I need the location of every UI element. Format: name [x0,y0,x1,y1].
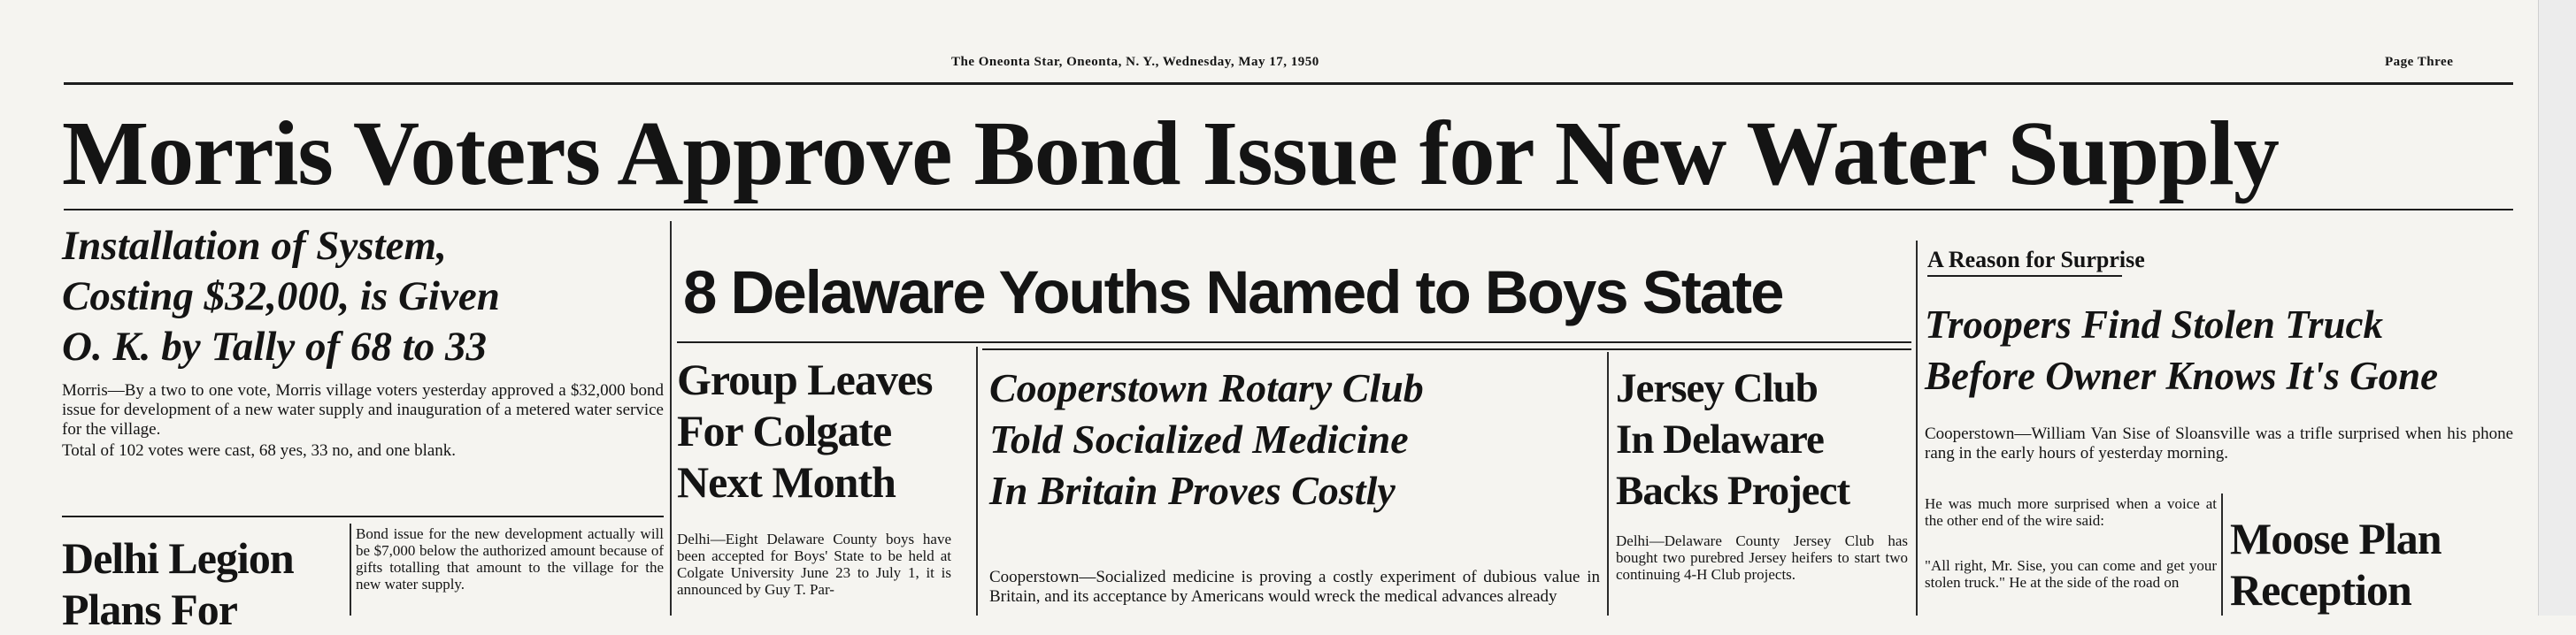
rotary-box-top [982,348,1911,350]
jersey-body: Delhi—Delaware County Jersey Club has bought two purebred Jersey heifers to start two continuing 4-H Club projects. [1616,532,1908,583]
center-rotary-column-rule [976,347,978,616]
right-body-third: "All right, Mr. Sise, you can come and get your stolen truck." He at the side of the road on [1925,557,2217,591]
rotary-line-2: Told Socialized Medicine [989,417,1409,462]
boys-state-headline: 8 Delaware Youths Named to Boys State [683,258,1783,326]
boys-state-subhed [677,354,956,508]
subhed-line-2: For Colgate [677,406,892,455]
left-center-column-rule [670,221,672,616]
jersey-line-2: In Delaware [1616,417,1824,463]
right-scrollbar[interactable] [2538,0,2576,616]
subhed-line-1: Group Leaves [677,355,933,404]
left-deck-line-2: Costing $32,000, is Given [62,273,500,319]
left-body-second: Total of 102 votes were cast, 68 yes, 33 no, and one blank. [62,441,457,460]
rotary-headline [989,363,1600,516]
top-rule [64,82,2513,85]
right-head-line-2: Before Owner Knows It's Gone [1925,354,2439,398]
right-kicker-underline [1927,275,2122,277]
right-body-second: He was much more surprised when a voice at the other end of the wire said: [1925,495,2217,529]
banner-headline: Morris Voters Approve Bond Issue for New Water Supply [62,103,2279,204]
right-headline [1925,299,2509,402]
center-subrule [677,341,1911,343]
folio-line: The Oneonta Star, Oneonta, N. Y., Wednesday, May 17, 1950 [951,55,1319,69]
left-lower-headline [62,532,345,635]
right-kicker: A Reason for Surprise [1927,247,2145,272]
left-lower-column-rule [350,524,351,616]
moose-line-1: Moose Plan [2230,514,2441,563]
banner-bottom-rule [64,209,2513,210]
page-label: Page Three [2385,55,2454,69]
left-divider [62,516,664,517]
right-body-lead: Cooperstown—William Van Sise of Sloansville was a trifle surprised when his phone rang in the early hours of yesterday morning. [1925,425,2513,463]
delhi-legion-line-1: Delhi Legion [62,533,294,583]
boys-state-body: Delhi—Eight Delaware County boys have been accepted for Boys' State to be held at Colgate University June 23 to July 1, it is announced by Guy T. Par- [677,531,951,598]
delhi-legion-line-2: Plans For [62,585,237,634]
left-body-third: Bond issue for the new development actually will be $7,000 below the authorized amount because of gifts totalling that amount to the village for the new water supply. [356,525,664,593]
jersey-line-1: Jersey Club [1616,365,1818,411]
moose-headline [2230,513,2495,616]
rotary-jersey-column-rule [1607,352,1609,616]
subhed-line-3: Next Month [677,457,896,507]
rotary-body: Cooperstown—Socialized medicine is proving a costly experiment of dubious value in Britain, and its acceptance by Americans would wreck the medical advances already [989,568,1600,606]
moose-line-2: Reception [2230,565,2411,615]
left-deck-line-3: O. K. by Tally of 68 to 33 [62,324,487,370]
right-inner-column-rule [2221,493,2223,616]
right-head-line-1: Troopers Find Stolen Truck [1925,302,2383,347]
center-right-column-rule [1916,241,1918,616]
rotary-line-1: Cooperstown Rotary Club [989,365,1424,410]
jersey-headline [1616,363,1908,516]
left-body-lead: Morris—By a two to one vote, Morris village voters yesterday approved a $32,000 bond issue for development of a new water supply and inauguration of a metered water service for the village. [62,381,664,439]
left-story [62,221,664,461]
jersey-line-3: Backs Project [1616,468,1850,514]
rotary-line-3: In Britain Proves Costly [989,468,1396,513]
left-deck-line-1: Installation of System, [62,223,447,269]
